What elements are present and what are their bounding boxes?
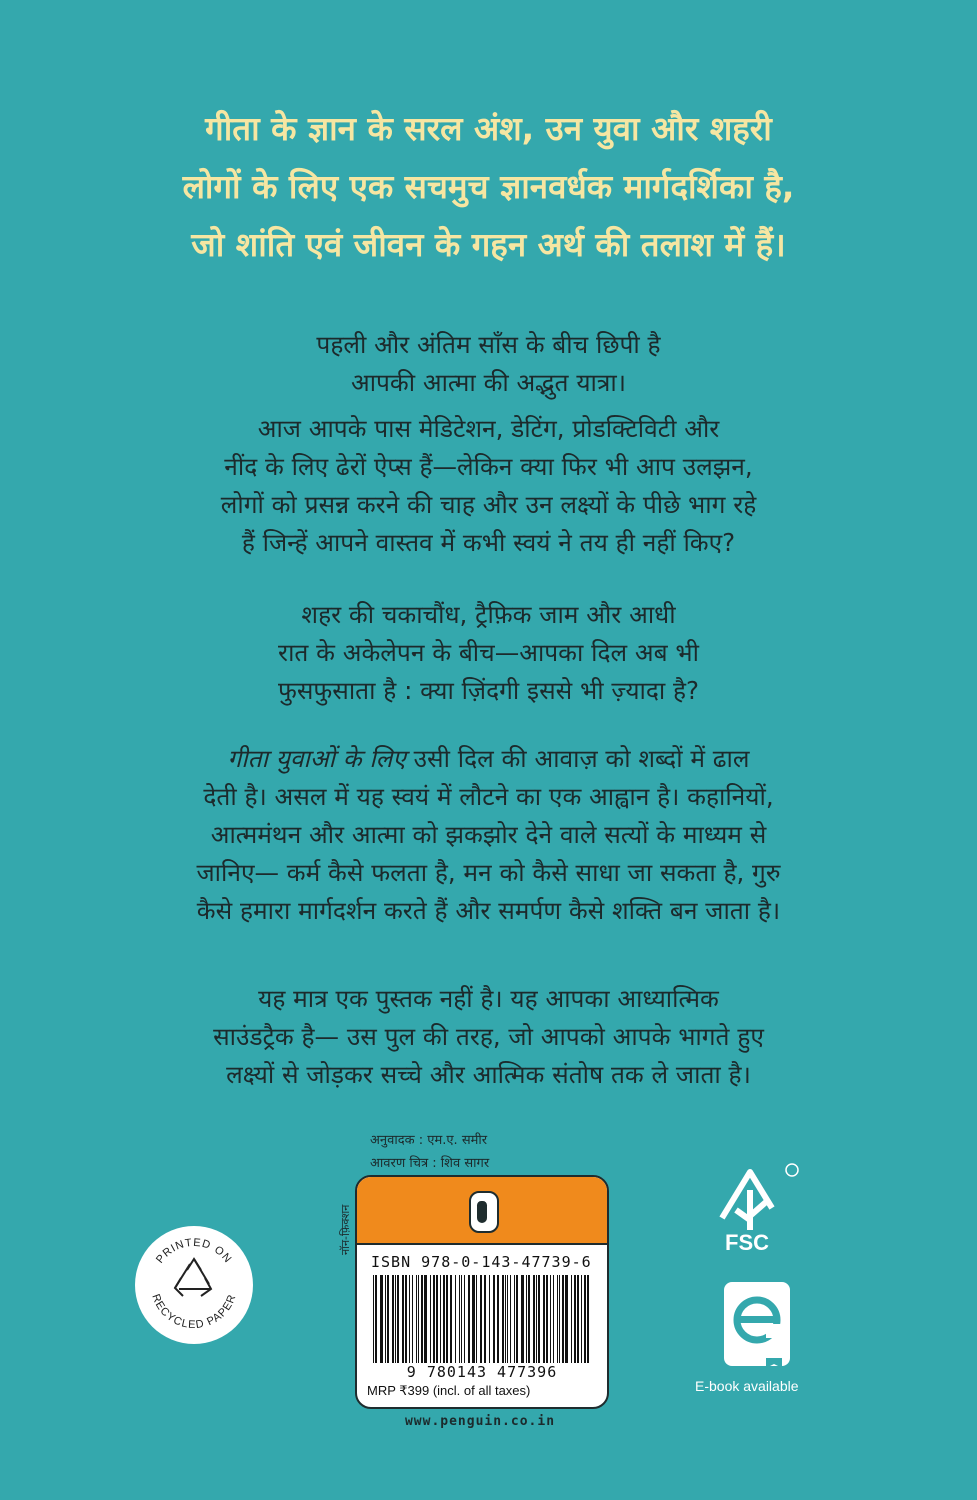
barcode-bar [375,1275,377,1363]
barcode-bar [402,1275,404,1363]
recycled-bottom-text: RECYCLED PAPER [149,1292,239,1332]
barcode-bar [584,1275,586,1363]
svg-text:RECYCLED PAPER [149,1293,238,1332]
svg-text:PRINTED ON [154,1237,234,1266]
barcode-bar [397,1275,399,1363]
barcode-bar [489,1275,490,1363]
barcode-bar [533,1275,535,1363]
mrp-label: MRP ₹399 (incl. of all taxes) [367,1383,531,1398]
translator-credit: अनुवादक : एम.ए. समीर [370,1133,488,1148]
barcode-bar [543,1275,545,1363]
publisher-url: www.penguin.co.in [404,1414,556,1429]
barcode-bar [550,1275,551,1363]
barcode-bar [528,1275,530,1363]
isbn-number: 9 780143 477396 [406,1363,558,1381]
barcode-bar [516,1275,518,1363]
text-line [110,740,867,778]
barcode-bar [562,1275,564,1363]
cover-headline [60,100,917,274]
barcode-bar [505,1275,506,1363]
text-line: नींद के लिए ढेरों ऐप्स हैं—लेकिन क्या फिर भी आप उलझन, [224,452,753,481]
barcode-bar [577,1275,579,1363]
text-line: कैसे हमारा मार्गदर्शन करते हैं और समर्पण कैसे शक्ति बन जाता है। [196,896,781,925]
text-line: लोगों को प्रसन्न करने की चाह और उन लक्ष्यों के पीछे भाग रहे [220,490,757,519]
barcode-bar [502,1275,504,1363]
isbn-label: ISBN 978-0-143-47739-6 [371,1253,592,1271]
barcode-bar [387,1275,389,1363]
headline-line: जो शांति एवं जीवन के गहन अर्थ की तलाश में हैं। [191,225,786,264]
barcode-bar [424,1275,427,1363]
paragraph-gita [110,740,867,930]
barcode-bar [459,1275,460,1363]
barcode-bar [464,1275,465,1363]
barcode-bar [472,1275,475,1363]
barcode-bar [405,1275,407,1363]
barcode-bar [493,1275,495,1363]
barcode-bar [421,1275,423,1363]
barcode-bar [526,1275,527,1363]
text-line: शहर की चकाचौंध, ट्रैफ़िक जाम और आधी [301,600,676,629]
publisher-band [357,1177,607,1245]
paragraph-soundtrack [120,980,857,1094]
barcode-bar [536,1275,537,1363]
text-line: जानिए— कर्म कैसे फलता है, मन को कैसे साधा जा सकता है, गुरु [196,858,781,887]
barcode-bar [510,1275,511,1363]
barcode-bar [446,1275,448,1363]
barcode [371,1275,593,1363]
barcode-bar [416,1275,417,1363]
penguin-logo-icon [469,1191,499,1233]
barcode-bar [538,1275,540,1363]
ebook-icon [722,1280,792,1372]
barcode-bar [553,1275,554,1363]
text-line: फुसफुसाता है : क्या ज़िंदगी इससे भी ज़्यादा है? [277,676,700,705]
barcode-bar [373,1275,374,1363]
text-line: हैं जिन्हें आपने वास्तव में कभी स्वयं ने तय ही नहीं किए? [241,528,736,557]
barcode-bar [514,1275,515,1363]
barcode-bar [385,1275,386,1363]
barcode-bar [395,1275,396,1363]
paragraph-intro [120,326,857,402]
paragraph-apps [120,410,857,562]
barcode-bar [587,1275,589,1363]
barcode-bar [412,1275,413,1363]
barcode-bar [557,1275,558,1363]
fsc-label: FSC [725,1230,769,1255]
barcode-bar [574,1275,576,1363]
barcode-bar [521,1275,524,1363]
recycle-icon [135,1226,253,1344]
text-line: रात के अकेलेपन के बीच—आपका दिल अब भी [278,638,699,667]
barcode-bar [443,1275,445,1363]
barcode-bar [436,1275,438,1363]
recycled-paper-badge [135,1226,253,1344]
book-title-italic: गीता युवाओं के लिए [227,744,406,773]
barcode-bar [571,1275,572,1363]
barcode-bar [559,1275,560,1363]
barcode-bar [581,1275,582,1363]
barcode-bar [497,1275,499,1363]
barcode-bar [430,1275,431,1363]
text-line: यह मात्र एक पुस्तक नहीं है। यह आपका आध्यात्मिक [258,984,719,1013]
barcode-bar [461,1275,462,1363]
barcode-bar [380,1275,383,1363]
barcode-bar [455,1275,456,1363]
barcode-bar [484,1275,486,1363]
barcode-bar [546,1275,548,1363]
text-line: आज आपके पास मेडिटेशन, डेटिंग, प्रोडक्टिविटी और [257,414,720,443]
barcode-bar [565,1275,568,1363]
headline-line: लोगों के लिए एक सचमुच ज्ञानवर्धक मार्गदर्शिका है, [182,167,795,206]
barcode-bar [450,1275,452,1363]
paragraph-city [120,596,857,710]
barcode-bar [433,1275,435,1363]
price-barcode-panel [355,1175,609,1409]
cover-credit: आवरण चित्र : शिव सागर [370,1156,490,1171]
text-line: देती है। असल में यह स्वयं में लौटने का एक आह्वान है। कहानियों, [203,782,774,811]
text-fragment: उसी दिल की आवाज़ को शब्दों में ढाल [405,744,750,773]
text-line: लक्ष्यों से जोड़कर सच्चे और आत्मिक संतोष तक ले जाता है। [226,1060,751,1089]
barcode-bar [480,1275,482,1363]
text-line: साउंडट्रैक है— उस पुल की तरह, जो आपको आपके भागते हुए [213,1022,764,1051]
barcode-bar [440,1275,441,1363]
headline-line: गीता के ज्ञान के सरल अंश, उन युवा और शहरी [205,109,772,148]
genre-label: नॉन-फ़िक्शन [339,1204,352,1255]
recycled-top-text: PRINTED ON [153,1236,235,1266]
barcode-bar [418,1275,419,1363]
text-line: आपकी आत्मा की अद्भुत यात्रा। [350,368,627,397]
barcode-bar [507,1275,508,1363]
barcode-bar [468,1275,470,1363]
barcode-bar [409,1275,410,1363]
text-line: पहली और अंतिम साँस के बीच छिपी है [316,330,661,359]
text-line: आत्ममंथन और आत्मा को झकझोर देने वाले सत्यों के माध्यम से [210,820,767,849]
barcode-bar [392,1275,394,1363]
barcode-bar [476,1275,477,1363]
ebook-label: E-book available [695,1378,799,1394]
